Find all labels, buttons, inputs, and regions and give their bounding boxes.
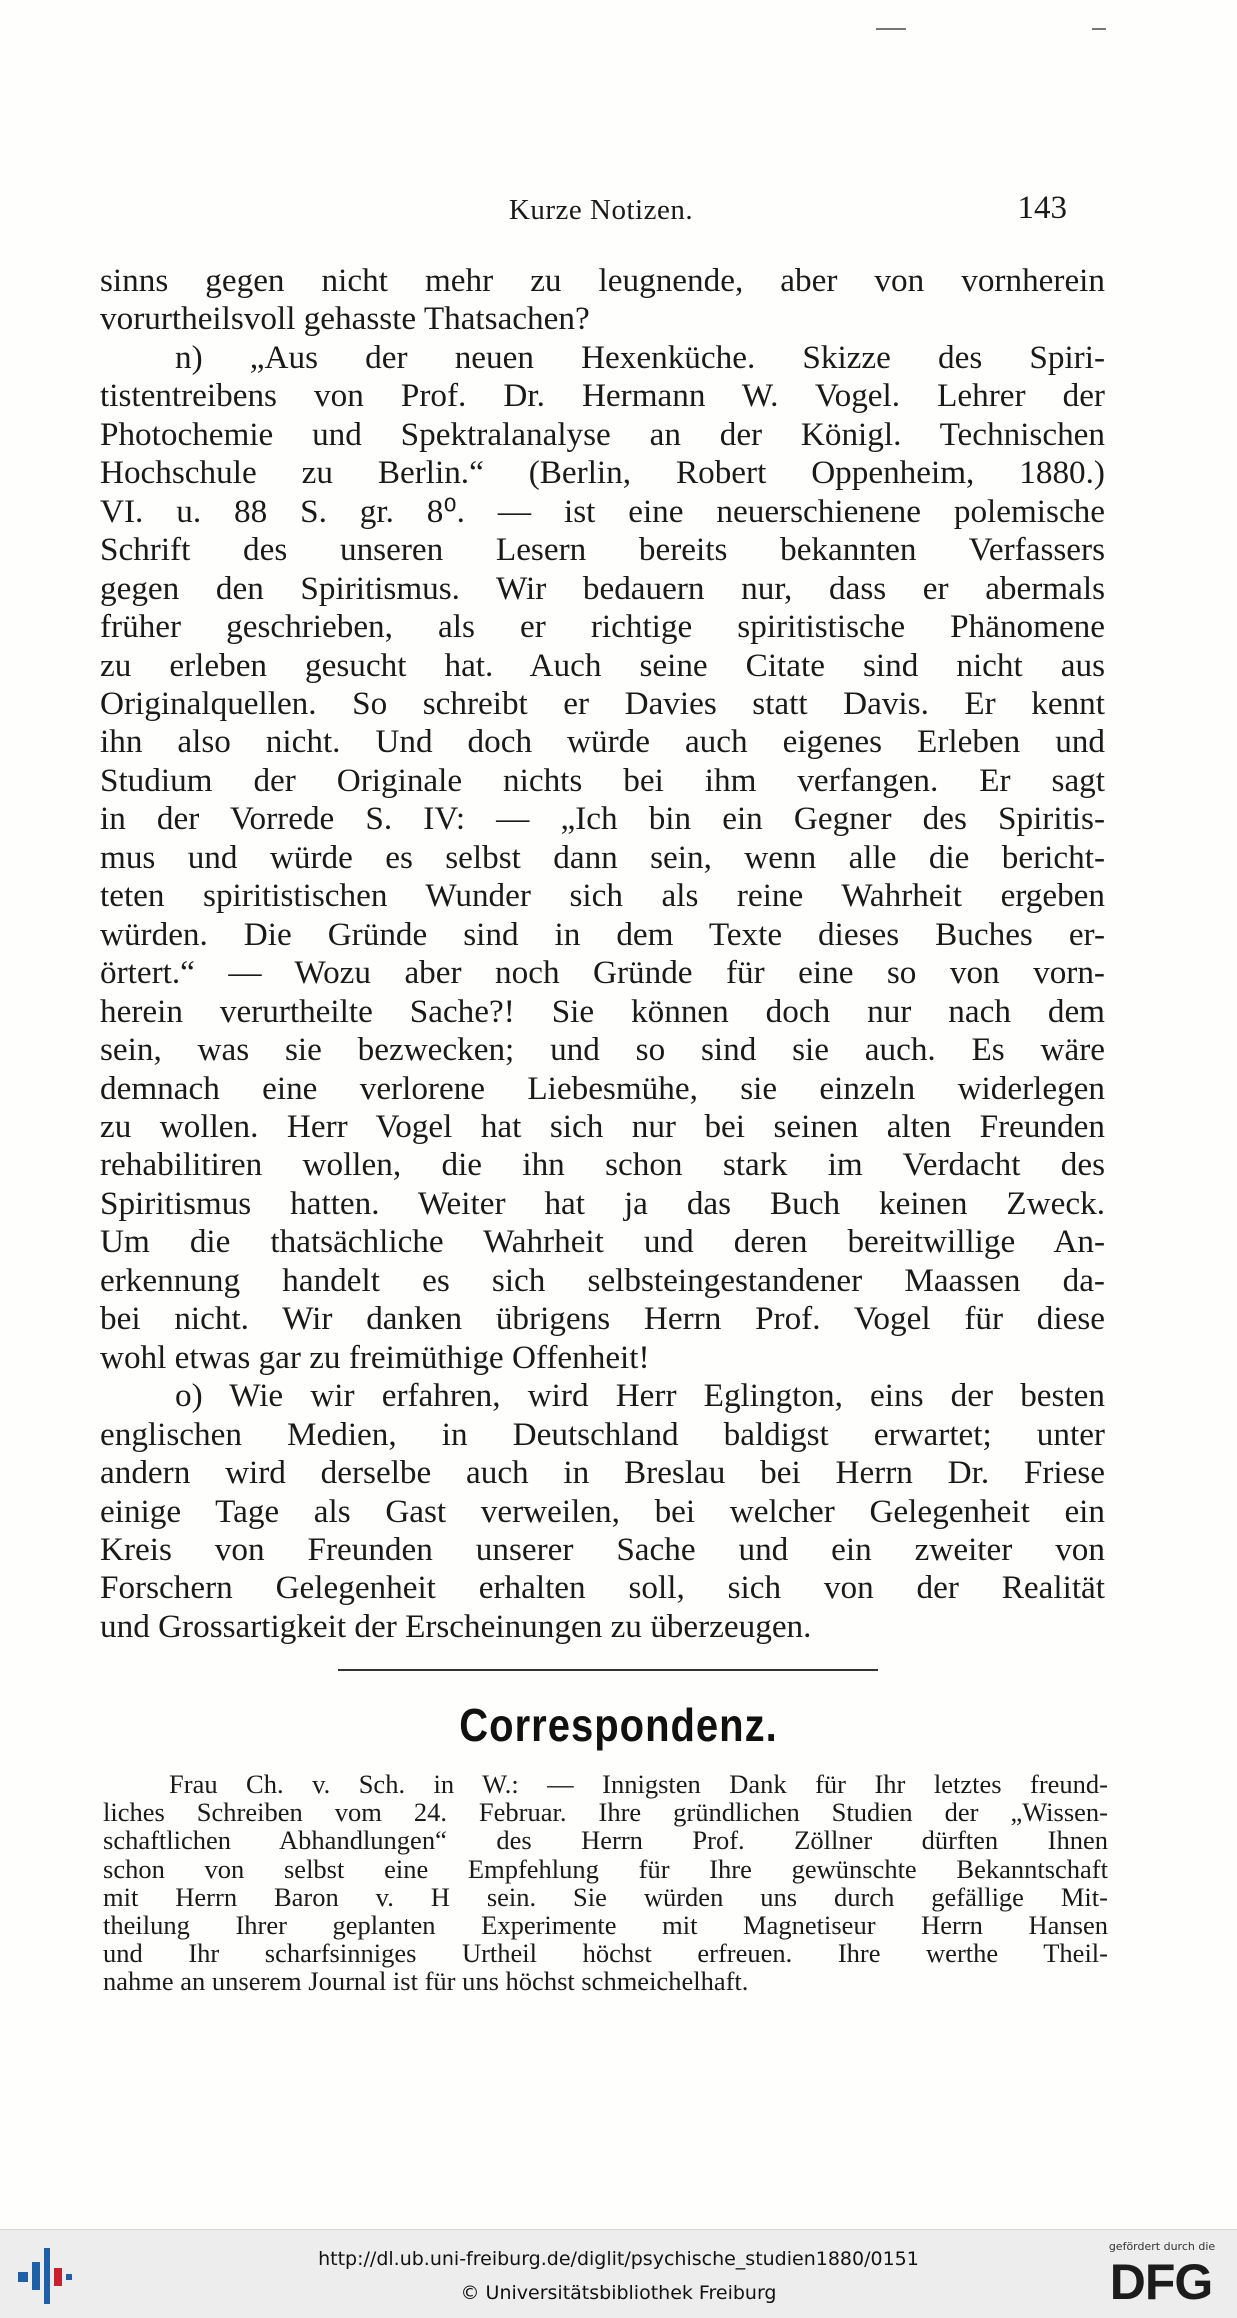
text-line: bei nicht. Wir danken übrigens Herrn Prof. Vogel für diese xyxy=(100,1300,1105,1338)
text-line: und Grossartigkeit der Erscheinungen zu überzeugen. xyxy=(100,1607,812,1645)
text-line: teten spiritistischen Wunder sich als reine Wahrheit ergeben xyxy=(100,877,1105,915)
text-line: Photochemie und Spektralanalyse an der Königl. Technischen xyxy=(100,415,1105,453)
text-line: Hochschule zu Berlin.“ (Berlin, Robert Oppenheim, 1880.) xyxy=(100,454,1105,492)
text-line: Frau Ch. v. Sch. in W.: — Innigsten Dank für Ihr letztes freund- xyxy=(169,1769,1108,1799)
text-line: rehabilitiren wollen, die ihn schon stark im Verdacht des xyxy=(100,1146,1105,1184)
text-line: zu erleben gesucht hat. Auch seine Citate sind nicht aus xyxy=(100,646,1105,684)
text-line: Schrift des unseren Lesern bereits bekannten Verfassers xyxy=(100,531,1105,569)
text-line: und Ihr scharfsinniges Urtheil höchst erfreuen. Ihre werthe Theil- xyxy=(103,1938,1108,1969)
text-line: örtert.“ — Wozu aber noch Gründe für eine so von vorn- xyxy=(100,954,1105,992)
permalink-url[interactable]: http://dl.ub.uni-freiburg.de/diglit/psychische_studien1880/0151 xyxy=(318,2248,919,2270)
text-line: vorurtheilsvoll gehasste Thatsachen? xyxy=(100,300,590,338)
section-heading: Correspondenz. xyxy=(459,1700,778,1752)
text-line: nahme an unserem Journal ist für uns höchst schmeichelhaft. xyxy=(103,1966,749,1997)
body-text xyxy=(100,262,1105,1646)
text-line: schaftlichen Abhandlungen“ des Herrn Prof. Zöllner dürften Ihnen xyxy=(103,1825,1108,1856)
correspondence-text xyxy=(103,1770,1108,1996)
section-divider xyxy=(338,1669,878,1671)
text-line: VI. u. 88 S. gr. 8⁰. — ist eine neuerschienene polemische xyxy=(100,492,1105,530)
text-line: in der Vorrede S. IV: — „Ich bin ein Gegner des Spiritis- xyxy=(100,800,1105,838)
text-line: erkennung handelt es sich selbsteingestandener Maassen da- xyxy=(100,1261,1105,1299)
text-line: Originalquellen. So schreibt er Davies statt Davis. Er kennt xyxy=(100,684,1105,722)
text-line: sinns gegen nicht mehr zu leugnende, aber von vornherein xyxy=(100,262,1105,299)
copyright-notice: © Universitätsbibliothek Freiburg xyxy=(460,2282,777,2304)
text-line: würden. Die Gründe sind in dem Texte dieses Buches er- xyxy=(100,915,1105,953)
running-title: Kurze Notizen. xyxy=(508,194,694,226)
text-line: liches Schreiben vom 24. Februar. Ihre gründlichen Studien der „Wissen- xyxy=(103,1797,1108,1828)
text-line: einige Tage als Gast verweilen, bei welcher Gelegenheit ein xyxy=(100,1492,1105,1530)
text-line: mit Herrn Baron v. H sein. Sie würden uns durch gefällige Mit- xyxy=(103,1881,1108,1912)
scan-mark xyxy=(1092,28,1106,30)
text-line: andern wird derselbe auch in Breslau bei Herrn Dr. Friese xyxy=(100,1454,1105,1492)
text-line: theilung Ihrer geplanten Experimente mit Magnetiseur Herrn Hansen xyxy=(103,1910,1108,1941)
text-line: schon von selbst eine Empfehlung für Ihre gewünschte Bekanntschaft xyxy=(103,1853,1108,1884)
text-line: herein verurtheilte Sache?! Sie können doch nur nach dem xyxy=(100,992,1105,1030)
viewer-footer xyxy=(0,2229,1237,2318)
text-line: Spiritismus hatten. Weiter hat ja das Buch keinen Zweck. xyxy=(100,1184,1105,1222)
text-line: Kreis von Freunden unserer Sache und ein zweiter von xyxy=(100,1530,1105,1568)
text-line: sein, was sie bezwecken; und so sind sie auch. Es wäre xyxy=(100,1031,1105,1069)
sponsor-caption: gefördert durch die xyxy=(1108,2240,1216,2253)
text-line: Studium der Originale nichts bei ihm verfangen. Er sagt xyxy=(100,761,1105,799)
text-line: Um die thatsächliche Wahrheit und deren bereitwillige An- xyxy=(100,1223,1105,1261)
text-line: n) „Aus der neuen Hexenküche. Skizze des Spiri- xyxy=(175,338,1105,376)
text-line: gegen den Spiritismus. Wir bedauern nur, dass er abermals xyxy=(100,569,1105,607)
dfg-logo[interactable]: DFG xyxy=(1109,2254,1213,2310)
text-line: Forschern Gelegenheit erhalten soll, sich von der Realität xyxy=(100,1569,1105,1607)
text-line: wohl etwas gar zu freimüthige Offenheit! xyxy=(100,1338,650,1376)
page-number: 143 xyxy=(1017,190,1067,226)
text-line: englischen Medien, in Deutschland baldigst erwartet; unter xyxy=(100,1415,1105,1453)
scan-mark xyxy=(876,28,906,30)
text-line: o) Wie wir erfahren, wird Herr Eglington, eins der besten xyxy=(175,1377,1105,1415)
text-line: zu wollen. Herr Vogel hat sich nur bei seinen alten Freunden xyxy=(100,1107,1105,1145)
text-line: demnach eine verlorene Liebesmühe, sie einzeln widerlegen xyxy=(100,1069,1105,1107)
text-line: früher geschrieben, als er richtige spiritistische Phänomene xyxy=(100,608,1105,646)
text-line: mus und würde es selbst dann sein, wenn alle die bericht- xyxy=(100,838,1105,876)
text-line: ihn also nicht. Und doch würde auch eigenes Erleben und xyxy=(100,723,1105,761)
text-line: tistentreibens von Prof. Dr. Hermann W. Vogel. Lehrer der xyxy=(100,377,1105,415)
running-head xyxy=(100,190,1102,238)
